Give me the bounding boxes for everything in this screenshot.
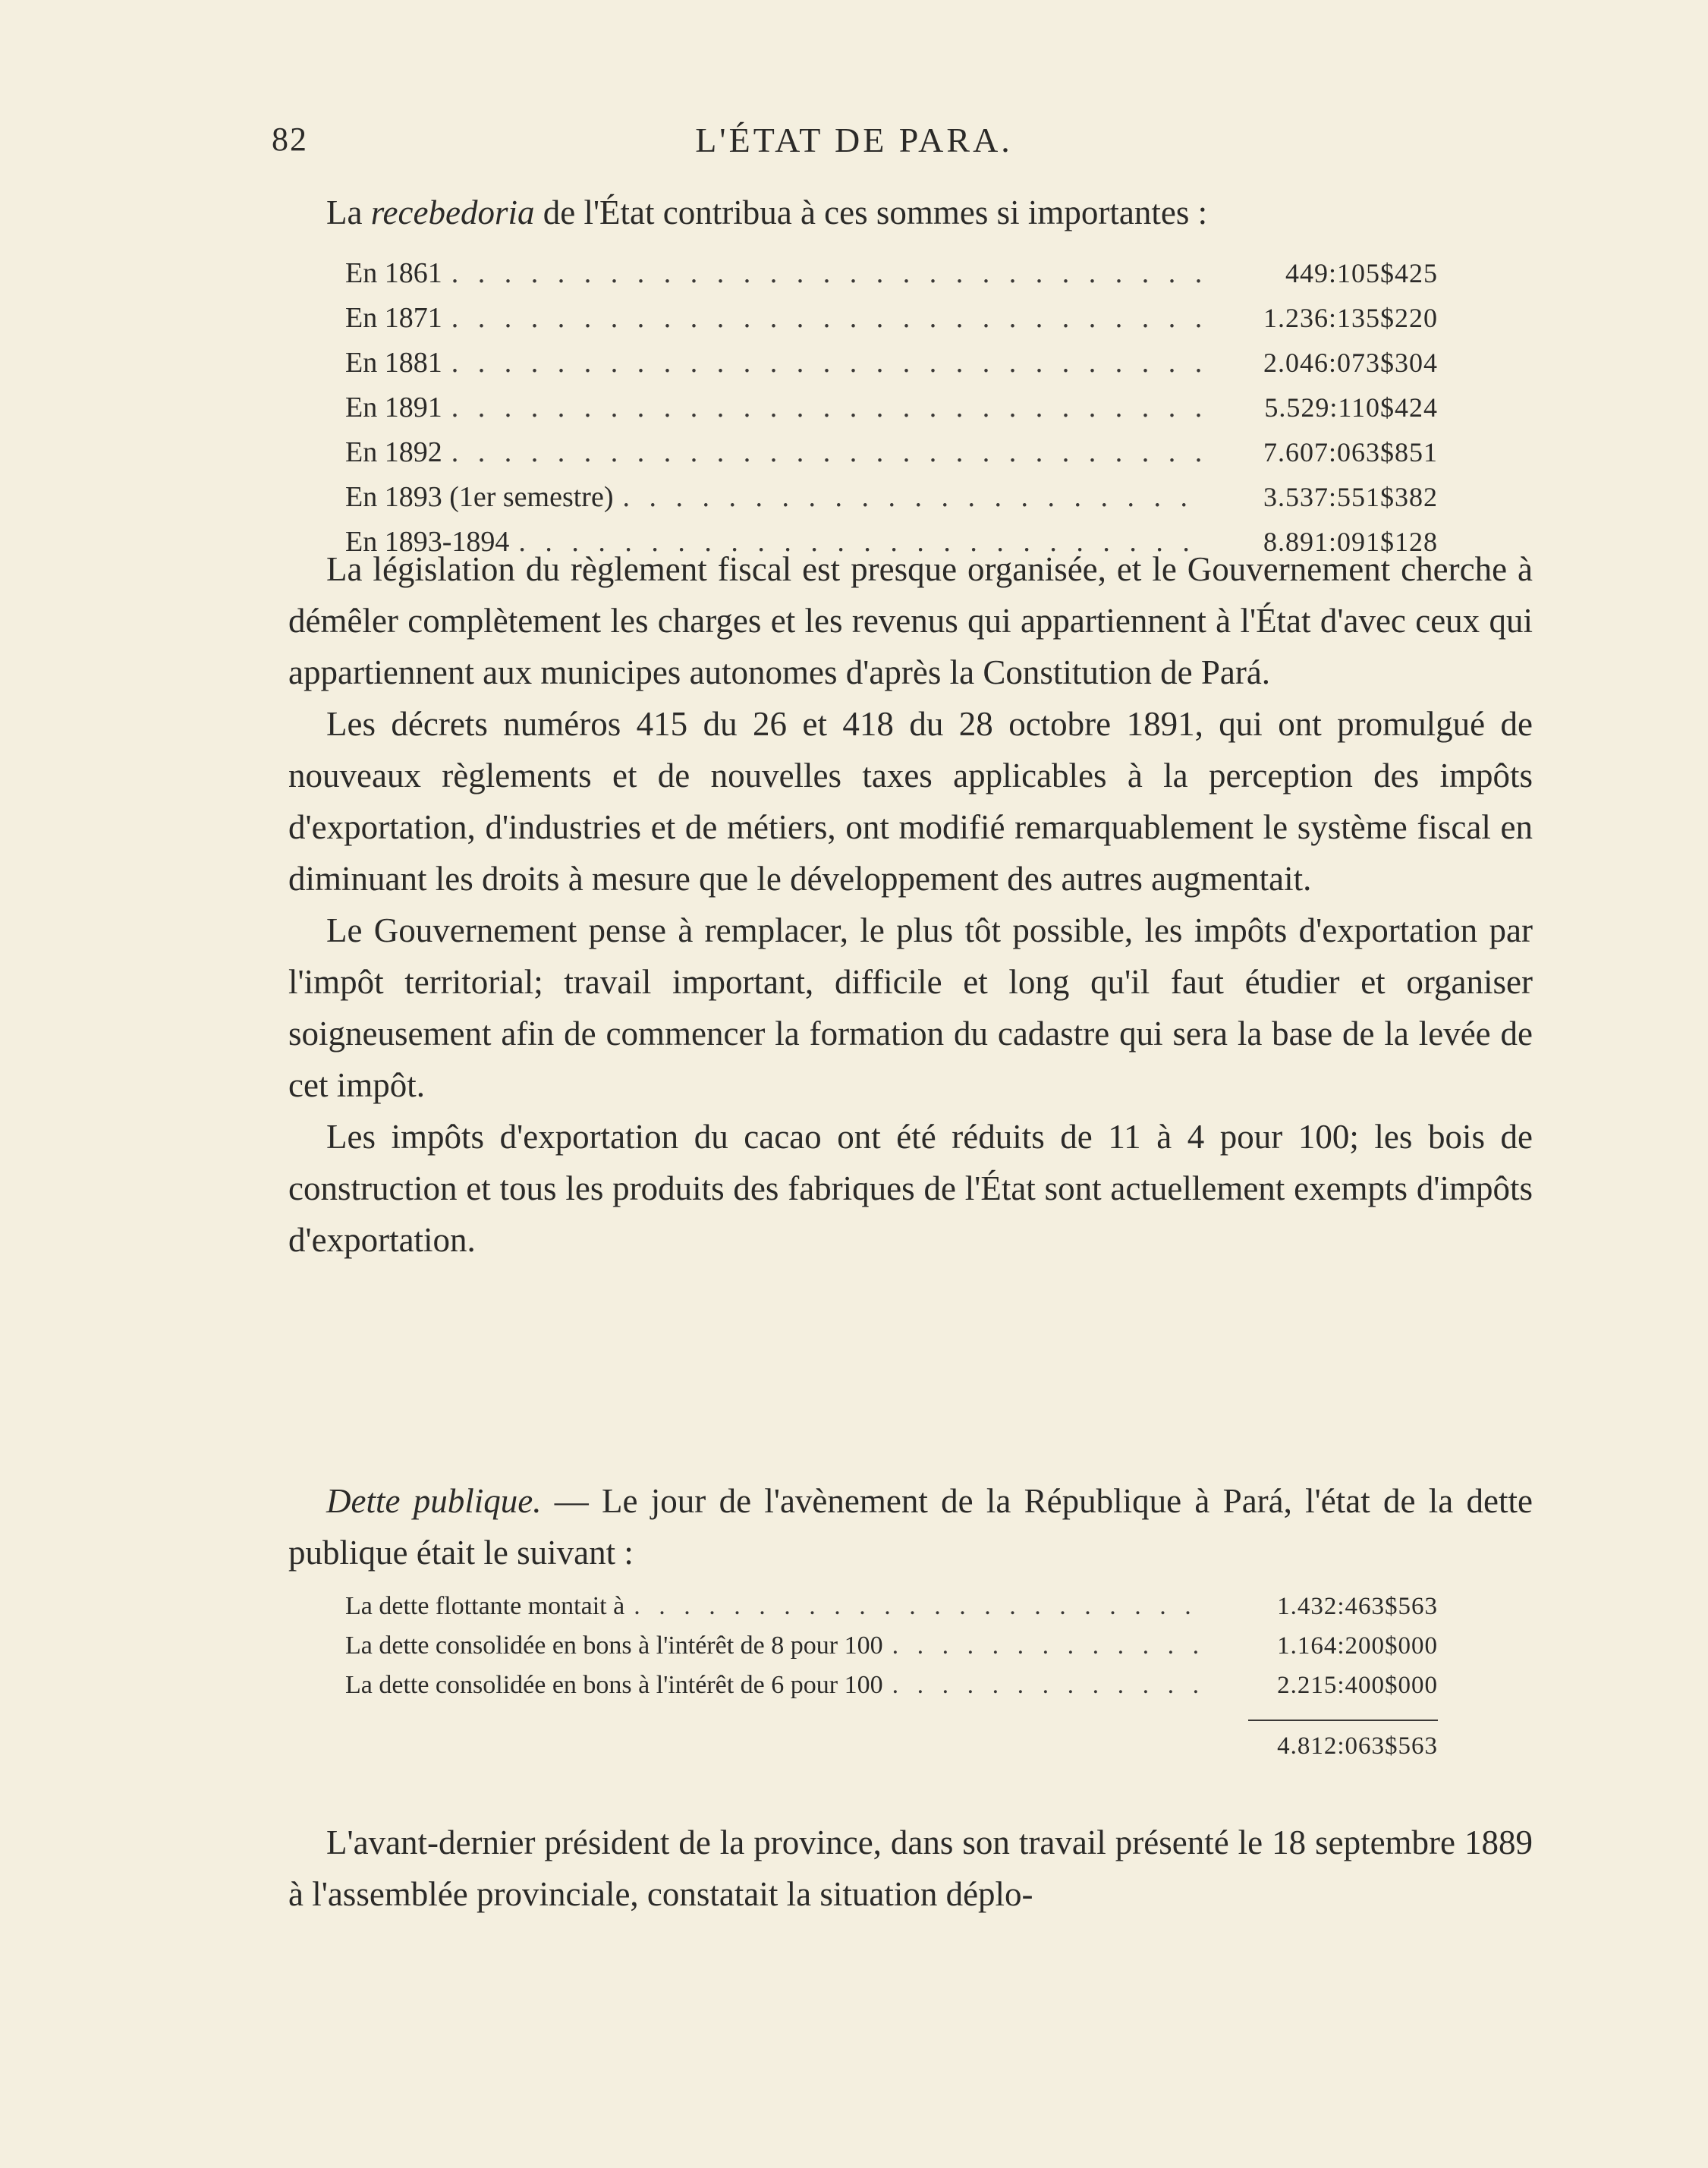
revenue-amount: 8.891:091$128 bbox=[1263, 527, 1438, 557]
debt-amount: 1.164:200$000 bbox=[1277, 1632, 1438, 1660]
debt-row bbox=[345, 1671, 1438, 1710]
section-intro-text: — Le jour de l'avènement de la République à Pará, l'état de la dette publique était le suivant : bbox=[288, 1482, 1533, 1572]
revenue-year: En 1892 bbox=[345, 436, 442, 468]
revenue-row bbox=[345, 391, 1438, 436]
revenue-table bbox=[345, 256, 1438, 570]
debt-row bbox=[345, 1592, 1438, 1632]
revenue-row bbox=[345, 346, 1438, 391]
debt-label: La dette flottante montait à bbox=[345, 1592, 625, 1620]
paragraph-cacao-export: Les impôts d'exportation du cacao ont été réduits de 11 à 4 pour 100; les bois de construction et tous les produits des fabriques de l'État sont actuellement exempts d'impôts d'exportation. bbox=[288, 1118, 1533, 1259]
debt-amount: 1.432:463$563 bbox=[1277, 1593, 1438, 1620]
revenue-amount: 1.236:135$220 bbox=[1263, 303, 1438, 333]
debt-table bbox=[345, 1592, 1438, 1710]
main-text bbox=[288, 543, 1533, 1266]
dot-leader bbox=[892, 1632, 1209, 1660]
public-debt-section bbox=[288, 1475, 1533, 1578]
running-head bbox=[0, 120, 1708, 165]
revenue-amount: 5.529:110$424 bbox=[1264, 392, 1438, 423]
revenue-row bbox=[345, 301, 1438, 346]
debt-label: La dette consolidée en bons à l'intérêt de 6 pour 100 bbox=[345, 1671, 883, 1699]
revenue-row bbox=[345, 480, 1438, 525]
revenue-amount: 7.607:063$851 bbox=[1263, 437, 1438, 467]
paragraph-decrees: Les décrets numéros 415 du 26 et 418 du 28 octobre 1891, qui ont promulgué de nouveaux règlements et de nouvelles taxes applicables à la perception des impôts d'exportation, d'industries et de métiers, ont modifié remarquablement le système fiscal en diminuant les droits à mesure que le développement des autres augmentait. bbox=[288, 705, 1533, 898]
dot-leader bbox=[451, 391, 1209, 424]
revenue-amount: 2.046:073$304 bbox=[1263, 348, 1438, 378]
debt-label: La dette consolidée en bons à l'intérêt de 8 pour 100 bbox=[345, 1632, 883, 1660]
revenue-year: En 1893 (1er semestre) bbox=[345, 481, 614, 513]
intro-paragraph bbox=[288, 187, 1533, 238]
revenue-year: En 1871 bbox=[345, 302, 442, 334]
dot-leader bbox=[634, 1592, 1209, 1621]
dot-leader bbox=[451, 346, 1209, 379]
revenue-year: En 1861 bbox=[345, 257, 442, 289]
section-heading: Dette publique. bbox=[326, 1482, 542, 1520]
revenue-amount: 3.537:551$382 bbox=[1263, 482, 1438, 512]
total-rule bbox=[1248, 1720, 1438, 1721]
paragraph-territorial-tax: Le Gouvernement pense à remplacer, le plus tôt possible, les impôts d'exportation par l'impôt territorial; travail important, difficile et long qu'il faut étudier et organiser soigneusement afin de commencer la formation du cadastre qui sera la base de la levée de cet impôt. bbox=[288, 911, 1533, 1104]
paragraph-fiscal-legislation: La législation du règlement fiscal est presque organisée, et le Gouvernement cherche à démêler complètement les charges et les revenus qui appartiennent à l'État d'avec ceux qui appartiennent aux municipes autonomes d'après la Constitution de Pará. bbox=[288, 550, 1533, 691]
intro-text-before: La bbox=[326, 194, 371, 231]
revenue-row bbox=[345, 256, 1438, 301]
closing-paragraph: L'avant-dernier président de la province, dans son travail présenté le 18 septembre 1889 à l'assemblée provinciale, constatait la situation déplo- bbox=[288, 1823, 1533, 1913]
intro-italic-term: recebedoria bbox=[370, 194, 535, 231]
intro-text-after: de l'État contribua à ces sommes si importantes : bbox=[534, 194, 1208, 231]
debt-row bbox=[345, 1632, 1438, 1671]
debt-total: 4.812:063$563 bbox=[1277, 1732, 1438, 1760]
dot-leader bbox=[623, 480, 1209, 514]
revenue-row bbox=[345, 436, 1438, 480]
dot-leader bbox=[451, 301, 1209, 335]
closing-paragraph-block bbox=[288, 1817, 1533, 1920]
revenue-amount: 449:105$425 bbox=[1285, 258, 1438, 288]
revenue-year: En 1893-1894 bbox=[345, 526, 510, 558]
debt-amount: 2.215:400$000 bbox=[1277, 1672, 1438, 1699]
dot-leader bbox=[451, 436, 1209, 469]
revenue-year: En 1891 bbox=[345, 392, 442, 423]
dot-leader bbox=[892, 1671, 1209, 1700]
revenue-year: En 1881 bbox=[345, 347, 442, 379]
page-number: 82 bbox=[272, 121, 308, 158]
running-title: L'ÉTAT DE PARA. bbox=[695, 121, 1013, 159]
dot-leader bbox=[451, 256, 1209, 290]
